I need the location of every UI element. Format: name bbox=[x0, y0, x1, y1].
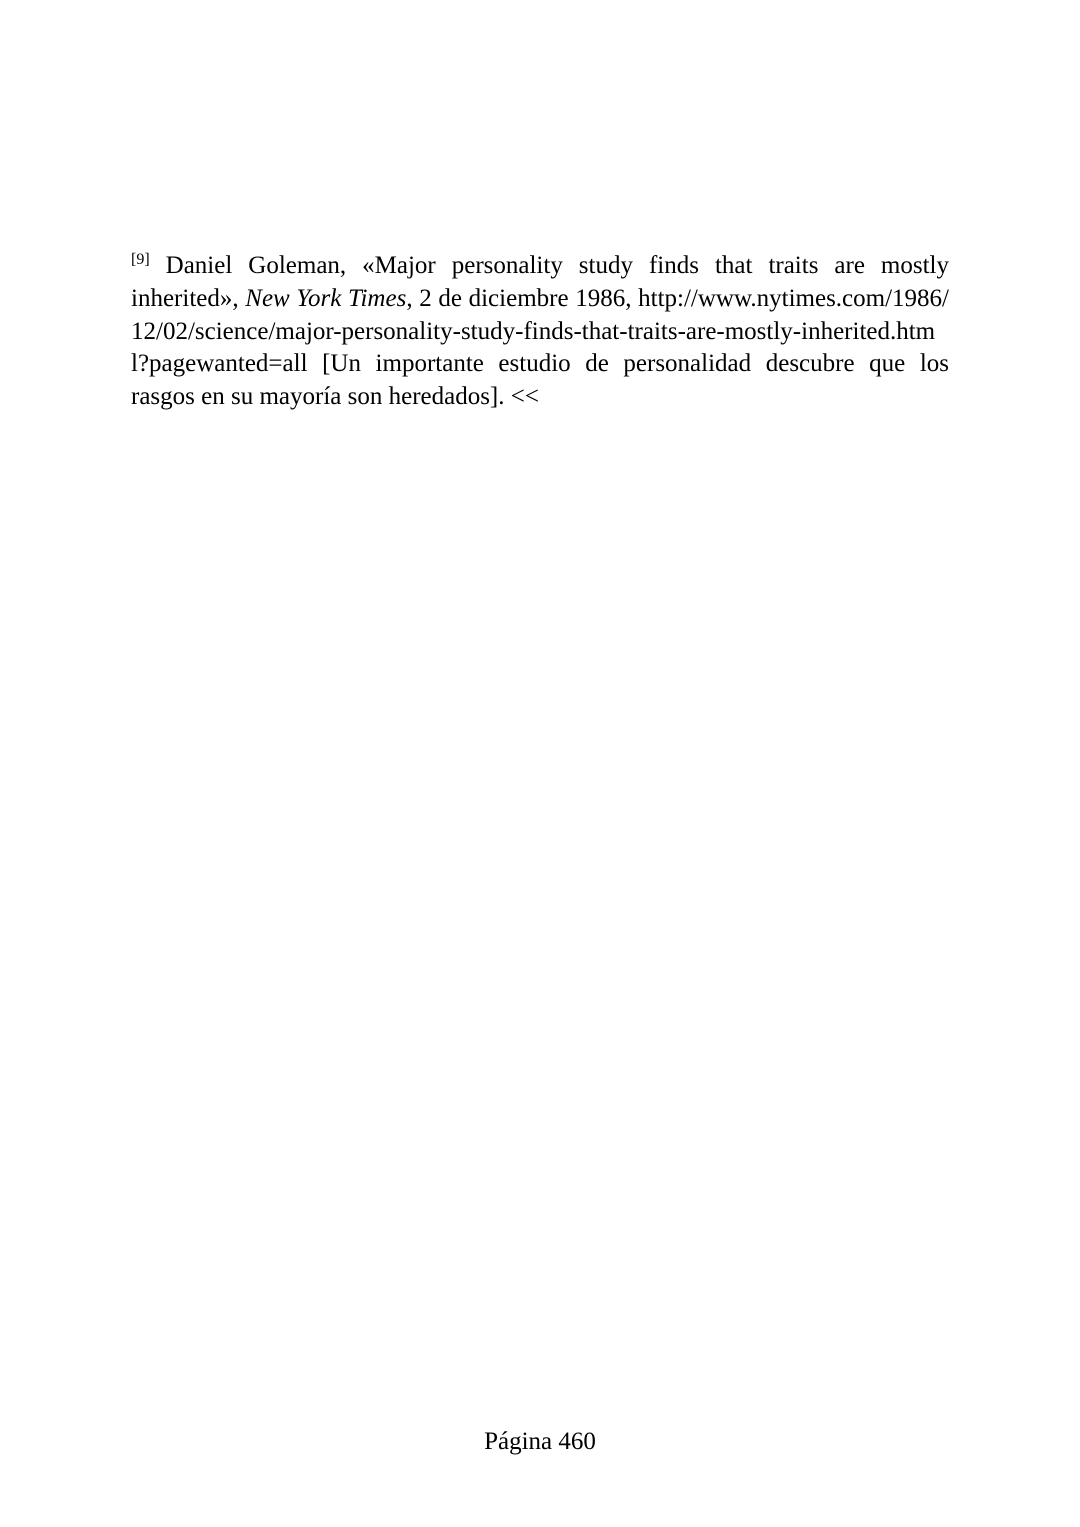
footnote-citation-text: Daniel Goleman, «Major personality study finds that traits are mostly inherited», bbox=[131, 252, 949, 312]
footnote-source-title: New York Times bbox=[245, 284, 407, 312]
footnote-translation: [Un importante estudio de personalidad descubre que los rasgos en su mayoría son heredados]. bbox=[131, 350, 949, 411]
footnote bbox=[131, 250, 949, 414]
footnote-citation-date: , 2 de diciembre 1986, bbox=[406, 284, 639, 312]
footnote-marker[interactable]: [9] bbox=[131, 251, 150, 268]
page-number: Página 460 bbox=[484, 1428, 596, 1455]
footnote-url[interactable]: http://www.nytimes.com/1986/12/02/science/major-personality-study-finds-that-traits-are-mostly-inherited.html?pagewanted=all bbox=[131, 284, 949, 378]
footnote-back-link[interactable]: << bbox=[510, 383, 539, 411]
